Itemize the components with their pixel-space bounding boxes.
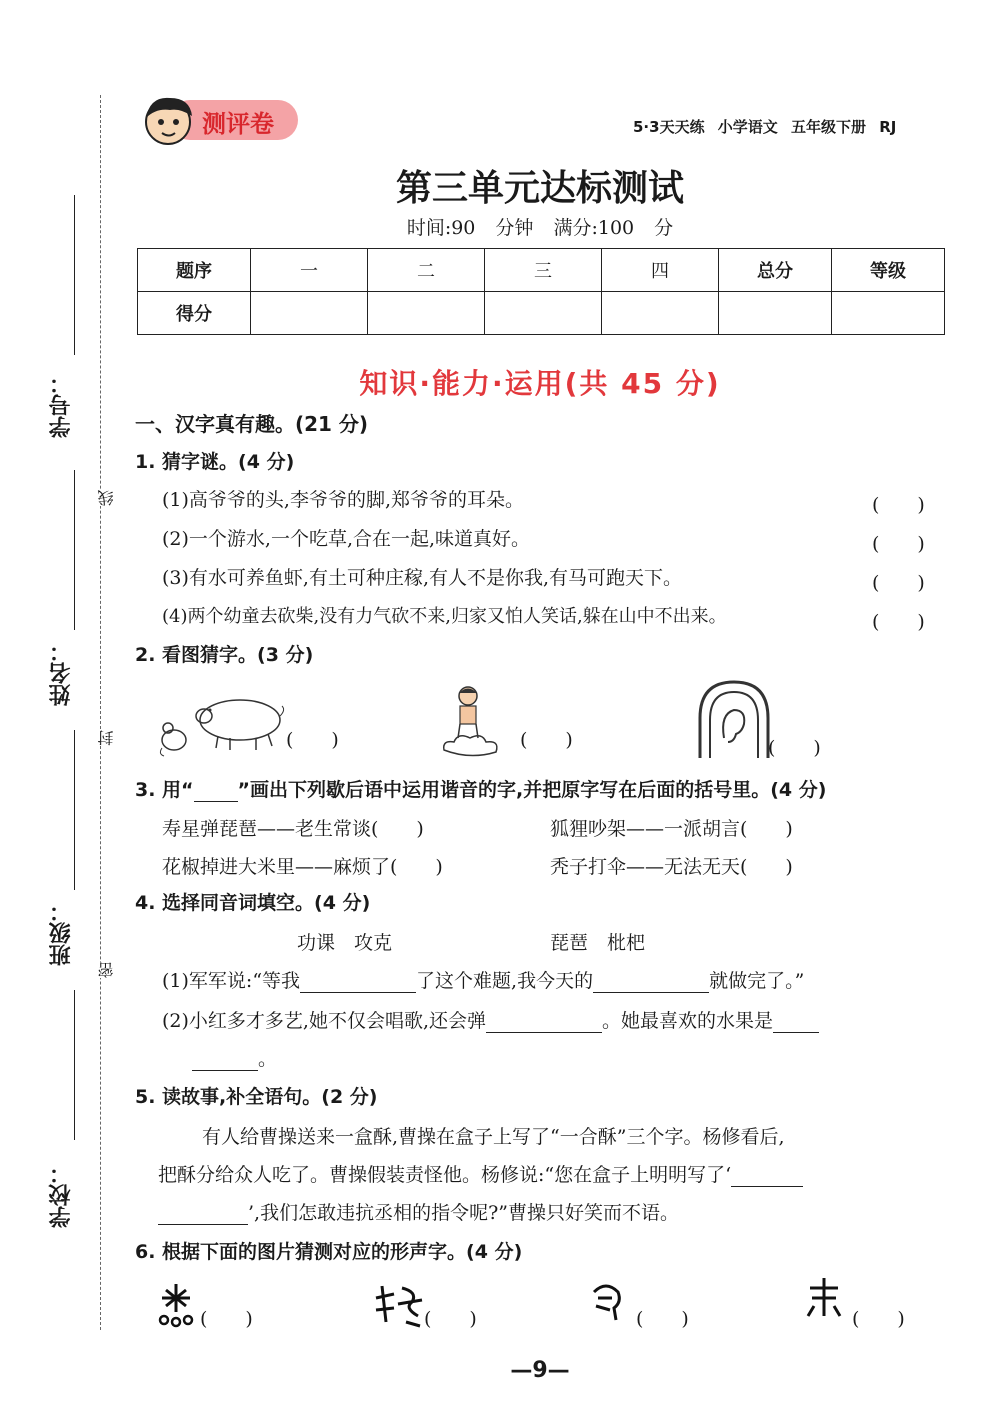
name-line [74, 470, 75, 630]
q6-answer-2[interactable]: ( ) [424, 1308, 477, 1330]
q1-item-3: (3)有水可养鱼虾,有土可种庄稼,有人不是你我,有马可跑天下。 [162, 567, 683, 589]
q2-answer-2[interactable]: ( ) [520, 729, 573, 751]
ear-in-door-icon [688, 678, 780, 760]
q5-line-1: 有人给曹操送来一盒酥,曹操在盒子上写了“一合酥”三个字。杨修看后, [202, 1126, 785, 1148]
table-cell: 一 [251, 249, 368, 292]
binding-dashed-line [100, 95, 101, 1330]
series-info: 5·3天天练 小学语文 五年级下册 RJ [633, 118, 897, 136]
q4-word-group-a: 功课 攻克 [297, 932, 393, 954]
ancient-glyph-2-icon [372, 1282, 424, 1328]
table-cell: 得分 [138, 292, 251, 335]
q3-item-2[interactable]: 狐狸吵架——一派胡言( ) [550, 818, 793, 840]
table-cell: 总分 [719, 249, 832, 292]
q4-s1-part-c: 就做完了。” [709, 970, 805, 992]
student-no-label: 学号： [49, 372, 74, 438]
child-on-cloud-icon [440, 684, 502, 760]
q3-item-4[interactable]: 秃子打伞——无法无天( ) [550, 856, 793, 878]
score-input-cell[interactable] [251, 292, 368, 335]
class-label: 班级： [49, 900, 74, 966]
q1-answer-2[interactable]: ( ) [872, 533, 925, 555]
q1-answer-1[interactable]: ( ) [872, 494, 925, 516]
q4-sentence-2 [162, 1006, 819, 1033]
q4-s1-part-a: (1)军军说:“等我 [162, 970, 301, 992]
q2-answer-1[interactable]: ( ) [286, 729, 339, 751]
q4-title: 4. 选择同音词填空。(4 分) [135, 892, 371, 914]
score-input-cell[interactable] [832, 292, 945, 335]
q2-answer-3[interactable]: ( ) [768, 737, 821, 759]
q4-s2-part-a: (2)小红多才多艺,她不仅会唱歌,还会弹 [162, 1010, 486, 1032]
q3-title-start: 3. 用“ [135, 779, 194, 801]
q5-title: 5. 读故事,补全语句。(2 分) [135, 1086, 378, 1108]
time-score-info: 时间:90 分钟 满分:100 分 [406, 217, 674, 239]
student-avatar-icon [140, 92, 200, 148]
q3-item-3[interactable]: 花椒掉进大米里——麻烦了( ) [162, 856, 443, 878]
school-line [74, 990, 75, 1140]
q4-s2-part-b: 。她最喜欢的水果是 [602, 1010, 774, 1032]
school-label: 学校： [49, 1162, 74, 1228]
class-line [74, 730, 75, 890]
q4-blank-4-continued[interactable] [192, 1050, 258, 1071]
cut-mark-seal: 封 [97, 730, 116, 746]
name-label: 姓名： [49, 640, 74, 706]
cut-mark-secret: 密 [97, 962, 116, 978]
table-cell: 等级 [832, 249, 945, 292]
q5-line-3-text: ’,我们怎敢违抗丞相的指令呢?”曹操只好笑而不语。 [248, 1202, 679, 1224]
score-table [137, 248, 945, 335]
q3-title-end: ”画出下列歇后语中运用谐音的字,并把原字写在后面的括号里。(4 分) [237, 779, 827, 801]
q6-answer-4[interactable]: ( ) [852, 1308, 905, 1330]
table-cell: 题序 [138, 249, 251, 292]
q4-s1-part-b: 了这个难题,我今天的 [416, 970, 594, 992]
q6-title: 6. 根据下面的图片猜测对应的形声字。(4 分) [135, 1241, 523, 1263]
table-cell: 四 [602, 249, 719, 292]
page-title: 第三单元达标测试 [395, 167, 684, 209]
q1-item-4: (4)两个幼童去砍柴,没有力气砍不来,归家又怕人笑话,躲在山中不出来。 [162, 606, 727, 627]
q5-line-2-text: 把酥分给众人吃了。曹操假装责怪他。杨修说:“您在盒子上明明写了‘ [158, 1164, 732, 1186]
q4-blank-3[interactable] [486, 1012, 602, 1033]
q4-sentence-2-tail [192, 1044, 277, 1071]
q6-answer-1[interactable]: ( ) [200, 1308, 253, 1330]
q1-answer-3[interactable]: ( ) [872, 572, 925, 594]
table-cell: 二 [368, 249, 485, 292]
q4-blank-4[interactable] [773, 1012, 819, 1033]
badge-text: 测评卷 [202, 110, 274, 138]
table-cell: 三 [485, 249, 602, 292]
q5-blank-1[interactable] [731, 1166, 803, 1187]
ancient-glyph-1-icon [156, 1282, 196, 1328]
score-input-cell[interactable] [602, 292, 719, 335]
score-input-cell[interactable] [485, 292, 602, 335]
cut-mark-line: 线 [97, 490, 116, 506]
q5-blank-2[interactable] [158, 1204, 248, 1225]
score-input-cell[interactable] [719, 292, 832, 335]
q6-answer-3[interactable]: ( ) [636, 1308, 689, 1330]
page-number: —9— [510, 1358, 570, 1383]
q2-title: 2. 看图猜字。(3 分) [135, 644, 314, 666]
q3-underline-mark [194, 781, 238, 802]
q1-item-1: (1)高爷爷的头,李爷爷的脚,郑爷爷的耳朵。 [162, 489, 524, 511]
q4-sentence-1 [162, 966, 804, 993]
score-input-cell[interactable] [368, 292, 485, 335]
test-badge [140, 92, 302, 148]
section-title: 知识·能力·运用(共 45 分) [359, 367, 721, 400]
ancient-glyph-3-icon [586, 1280, 626, 1324]
score-table-score-row [138, 292, 945, 335]
q5-line-3 [158, 1198, 679, 1225]
q5-line-2 [158, 1160, 803, 1187]
q4-word-group-b: 琵琶 枇杷 [550, 932, 646, 954]
score-table-header-row [138, 249, 945, 292]
q4-blank-2[interactable] [593, 972, 709, 993]
part1-heading: 一、汉字真有趣。(21 分) [135, 412, 369, 436]
mouse-and-pig-icon [158, 690, 288, 758]
q1-answer-4[interactable]: ( ) [872, 611, 925, 633]
q3-item-1[interactable]: 寿星弹琵琶——老生常谈( ) [162, 818, 424, 840]
ancient-glyph-4-icon [806, 1276, 842, 1320]
q4-blank-1[interactable] [300, 972, 416, 993]
q4-s2-part-c: 。 [258, 1048, 278, 1070]
q1-item-2: (2)一个游水,一个吃草,合在一起,味道真好。 [162, 528, 531, 550]
q1-title: 1. 猜字谜。(4 分) [135, 451, 295, 473]
q3-title [135, 775, 826, 802]
